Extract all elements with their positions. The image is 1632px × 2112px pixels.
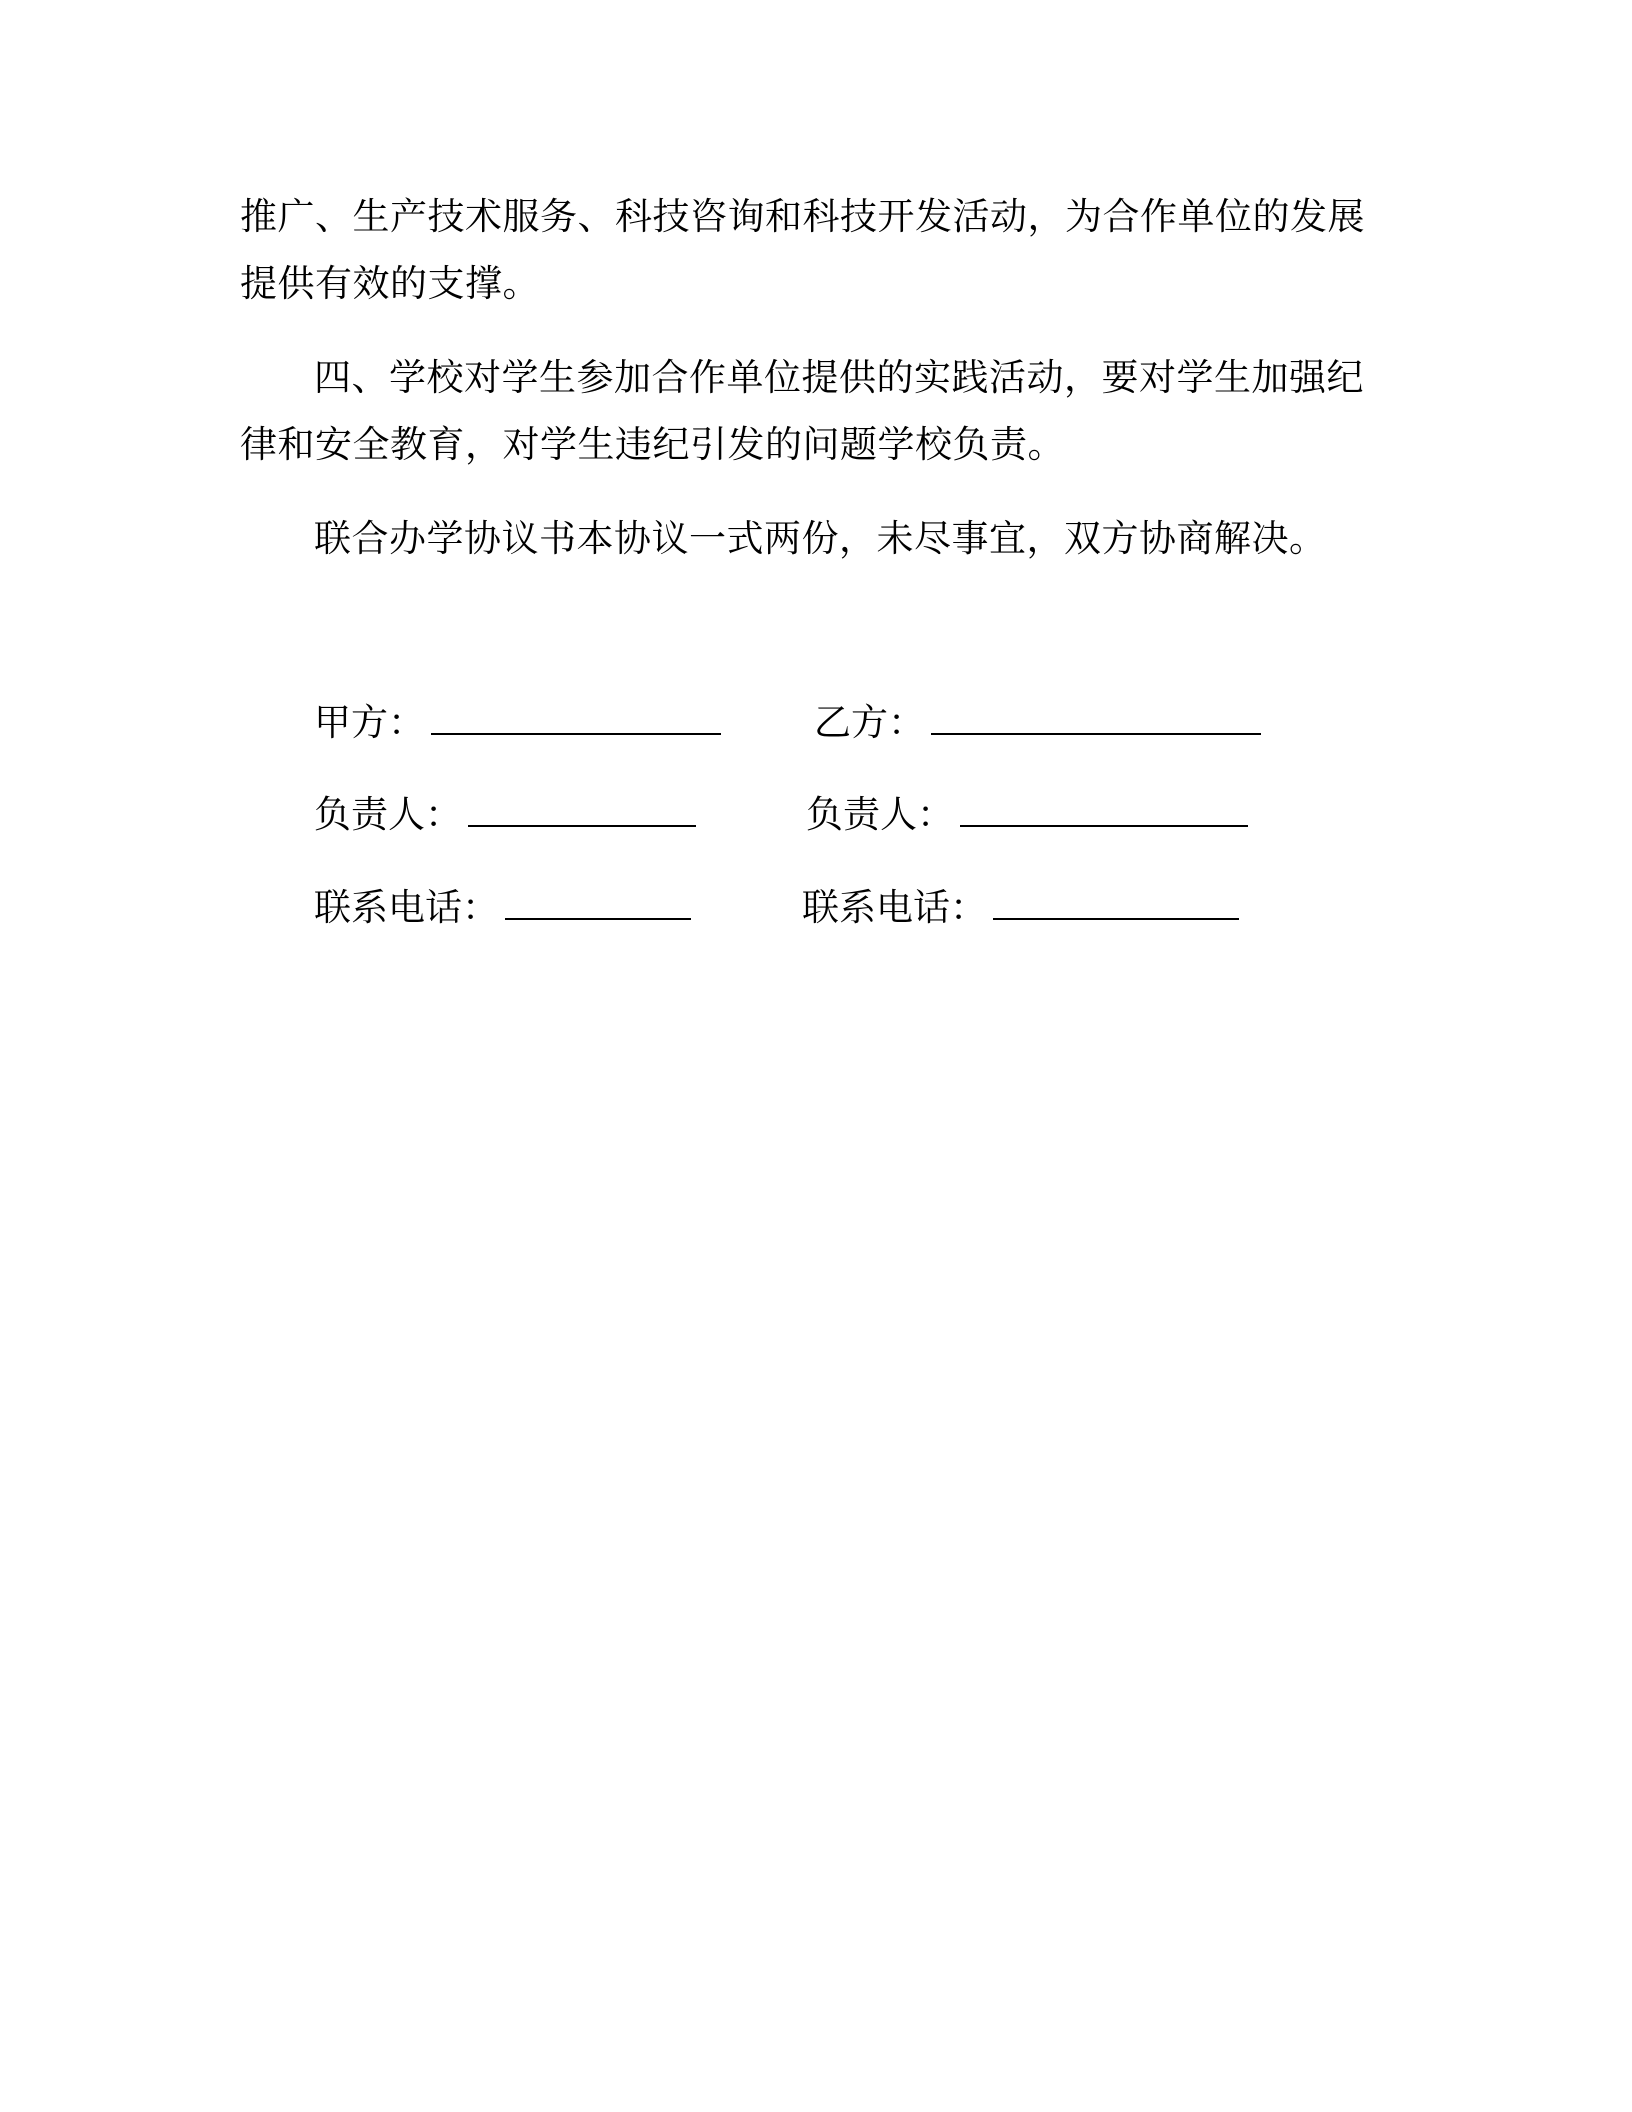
party-a-phone-blank[interactable] (505, 888, 691, 920)
paragraph-3-line-1: 联合办学协议书本协议一式两份，未尽事宜，双方协商解决。 (314, 517, 1327, 560)
party-a-manager-label: 负责人： (314, 793, 462, 836)
party-b-manager-blank[interactable] (960, 795, 1248, 827)
party-b-phone (802, 886, 1239, 930)
party-b-manager-label: 负责人： (806, 793, 954, 836)
paragraph-2-line-1: 四、学校对学生参加合作单位提供的实践活动，要对学生加强纪 (314, 356, 1364, 399)
party-a-blank[interactable] (431, 703, 721, 735)
party-b-manager (806, 793, 1248, 837)
paragraph-1-line-2: 提供有效的支撑。 (240, 262, 540, 305)
party-b-phone-label: 联系电话： (802, 886, 987, 929)
party-a-phone (314, 886, 691, 930)
party-a-signature (314, 701, 721, 745)
party-a-manager-blank[interactable] (468, 795, 696, 827)
party-b-phone-blank[interactable] (993, 888, 1239, 920)
paragraph-2-line-2: 律和安全教育，对学生违纪引发的问题学校负责。 (240, 423, 1065, 466)
party-b-label: 乙方： (814, 701, 925, 744)
party-b-blank[interactable] (931, 703, 1261, 735)
party-a-label: 甲方： (314, 701, 425, 744)
paragraph-1-line-1: 推广、生产技术服务、科技咨询和科技开发活动，为合作单位的发展 (240, 195, 1365, 238)
party-a-manager (314, 793, 696, 837)
party-a-phone-label: 联系电话： (314, 886, 499, 929)
party-b-signature (814, 701, 1261, 745)
